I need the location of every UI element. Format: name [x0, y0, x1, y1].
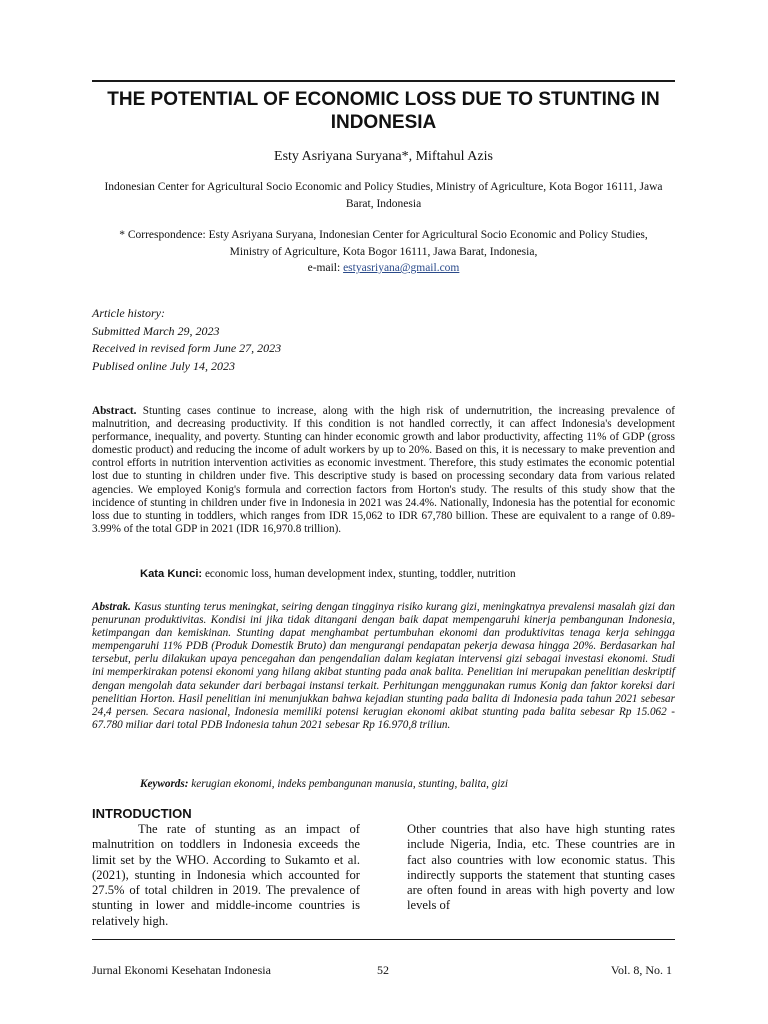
footer-rule	[92, 939, 675, 940]
keywords-english	[140, 568, 516, 580]
paper-title: THE POTENTIAL OF ECONOMIC LOSS DUE TO STUNTING IN INDONESIA	[107, 89, 660, 133]
abstract-text: Stunting cases continue to increase, along with the high risk of undernutrition, the increasing prevalence of malnutrition, and decreasing productivity. If this condition is not handled correctly, it can affect Indonesia's development performance, inequality, and poverty. Stunting can hinder economic growth and labor productivity, affecting 11% of GDP (gross domestic product) and reducing the income of adult workers by up to 20%. Based on this, it is necessary to make prevention and control efforts in nutrition intervention activities as economic investment. Therefore, this study estimates the economic potential lost due to stunting in children under five. This descriptive study is based on processing secondary data from various related agencies. We employed Konig's formula and correction factors from Horton's study. The results of this study show that the incidence of stunting in children under five in Indonesia in 2021 was 24.4%. Nationally, Indonesia has the potential for economic loss due to stunting in toddlers, which ranges from IDR 15,062 to IDR 67,780 billion. These are equivalent to a range of 0.89-3.99% of the total GDP in 2021 (IDR 16,970.8 trillion).	[92, 405, 675, 535]
keywords-indonesian	[140, 778, 508, 790]
history-heading: Article history:	[92, 306, 165, 320]
article-history	[92, 305, 281, 375]
introduction-column-left: The rate of stunting as an impact of malnutrition on toddlers in Indonesia exceeds the limit set by the WHO. According to Sukamto et al. (2021), stunting in Indonesia which accounted for 27.5% of total children in 2019. The prevalence of stunting in lower and middle-income countries is relatively high.	[92, 822, 360, 928]
keywords-label: Kata Kunci:	[140, 568, 203, 580]
keywords-text: economic loss, human development index, stunting, toddler, nutrition	[204, 568, 516, 580]
correspondence	[100, 227, 667, 277]
email-link[interactable]: estyasriyana@gmail.com	[343, 262, 460, 274]
footer-volume: Vol. 8, No. 1	[610, 963, 672, 977]
history-submitted: Submitted March 29, 2023	[92, 323, 220, 338]
footer-page-number: 52	[377, 963, 389, 977]
kata-kunci-label: Keywords:	[140, 778, 189, 790]
abstract-label: Abstract.	[92, 405, 137, 417]
abstrak-label: Abstrak.	[92, 601, 131, 613]
authors: Esty Asriyana Suryana*, Miftahul Azis	[274, 149, 493, 164]
history-published: Publised online July 14, 2023	[92, 358, 235, 373]
top-rule	[92, 80, 675, 82]
affiliation: Indonesian Center for Agricultural Socio Economic and Policy Studies, Ministry of Agriculture, Kota Bogor 16111, Jawa Barat, Indonesia	[104, 181, 663, 210]
introduction-column-right: Other countries that also have high stunting rates include Nigeria, India, etc. These countries are in fact also countries with low economic status. This indirectly supports the statement that stunting cases are often found in areas with high poverty and low levels of	[407, 822, 675, 913]
abstrak-text: Kasus stunting terus meningkat, seiring dengan tingginya risiko kurang gizi, meningkatnya prevalensi masalah gizi dan penurunan produktivitas. Kondisi ini jika tidak ditangani dengan baik dapat mempengaruhi kinerja pembangunan Indonesia, ketimpangan dan kemiskinan. Stunting dapat menghambat pertumbuhan ekonomi dan produktivitas tenaga kerja sehingga mempengaruhi 11% PDB (Produk Domestik Bruto) dan mengurangi pendapatan pekerja dewasa hingga 20%. Berdasarkan hal tersebut, perlu dilakukan upaya pencegahan dan pengendalian dalam kegiatan intervensi gizi sebagai investasi ekonomi. Studi ini memperkirakan potensi ekonomi yang hilang akibat stunting pada anak balita. Penelitian ini merupakan penelitian deskriptif dengan mengolah data sekunder dari berbagai instansi terkait. Perhitungan menggunakan rumus Konig dan faktor koreksi dari penelitian Horton. Hasil penelitian ini menunjukkan bahwa kejadian stunting pada balita di Indonesia pada tahun 2021 sebesar 24,4 persen. Secara nasional, Indonesia memiliki potensi kerugian ekonomi akibat stunting pada balita sebesar Rp 15.062 - 67.780 miliar dari total PDB Indonesia tahun 2021 sebesar Rp 16.970,8 triliun.	[92, 601, 675, 731]
kata-kunci-text: kerugian ekonomi, indeks pembangunan manusia, stunting, balita, gizi	[191, 778, 508, 790]
abstract-english	[92, 405, 675, 536]
email-label: e-mail:	[307, 262, 341, 274]
section-heading-introduction: INTRODUCTION	[92, 806, 192, 821]
correspondence-text: * Correspondence: Esty Asriyana Suryana, Indonesian Center for Agricultural Socio Economic and Policy Studies, Ministry of Agriculture, Kota Bogor 16111, Jawa Barat, Indonesia,	[119, 229, 648, 258]
history-revised: Received in revised form June 27, 2023	[92, 341, 282, 355]
abstract-indonesian	[92, 601, 675, 732]
footer-journal-name: Jurnal Ekonomi Kesehatan Indonesia	[92, 963, 271, 977]
